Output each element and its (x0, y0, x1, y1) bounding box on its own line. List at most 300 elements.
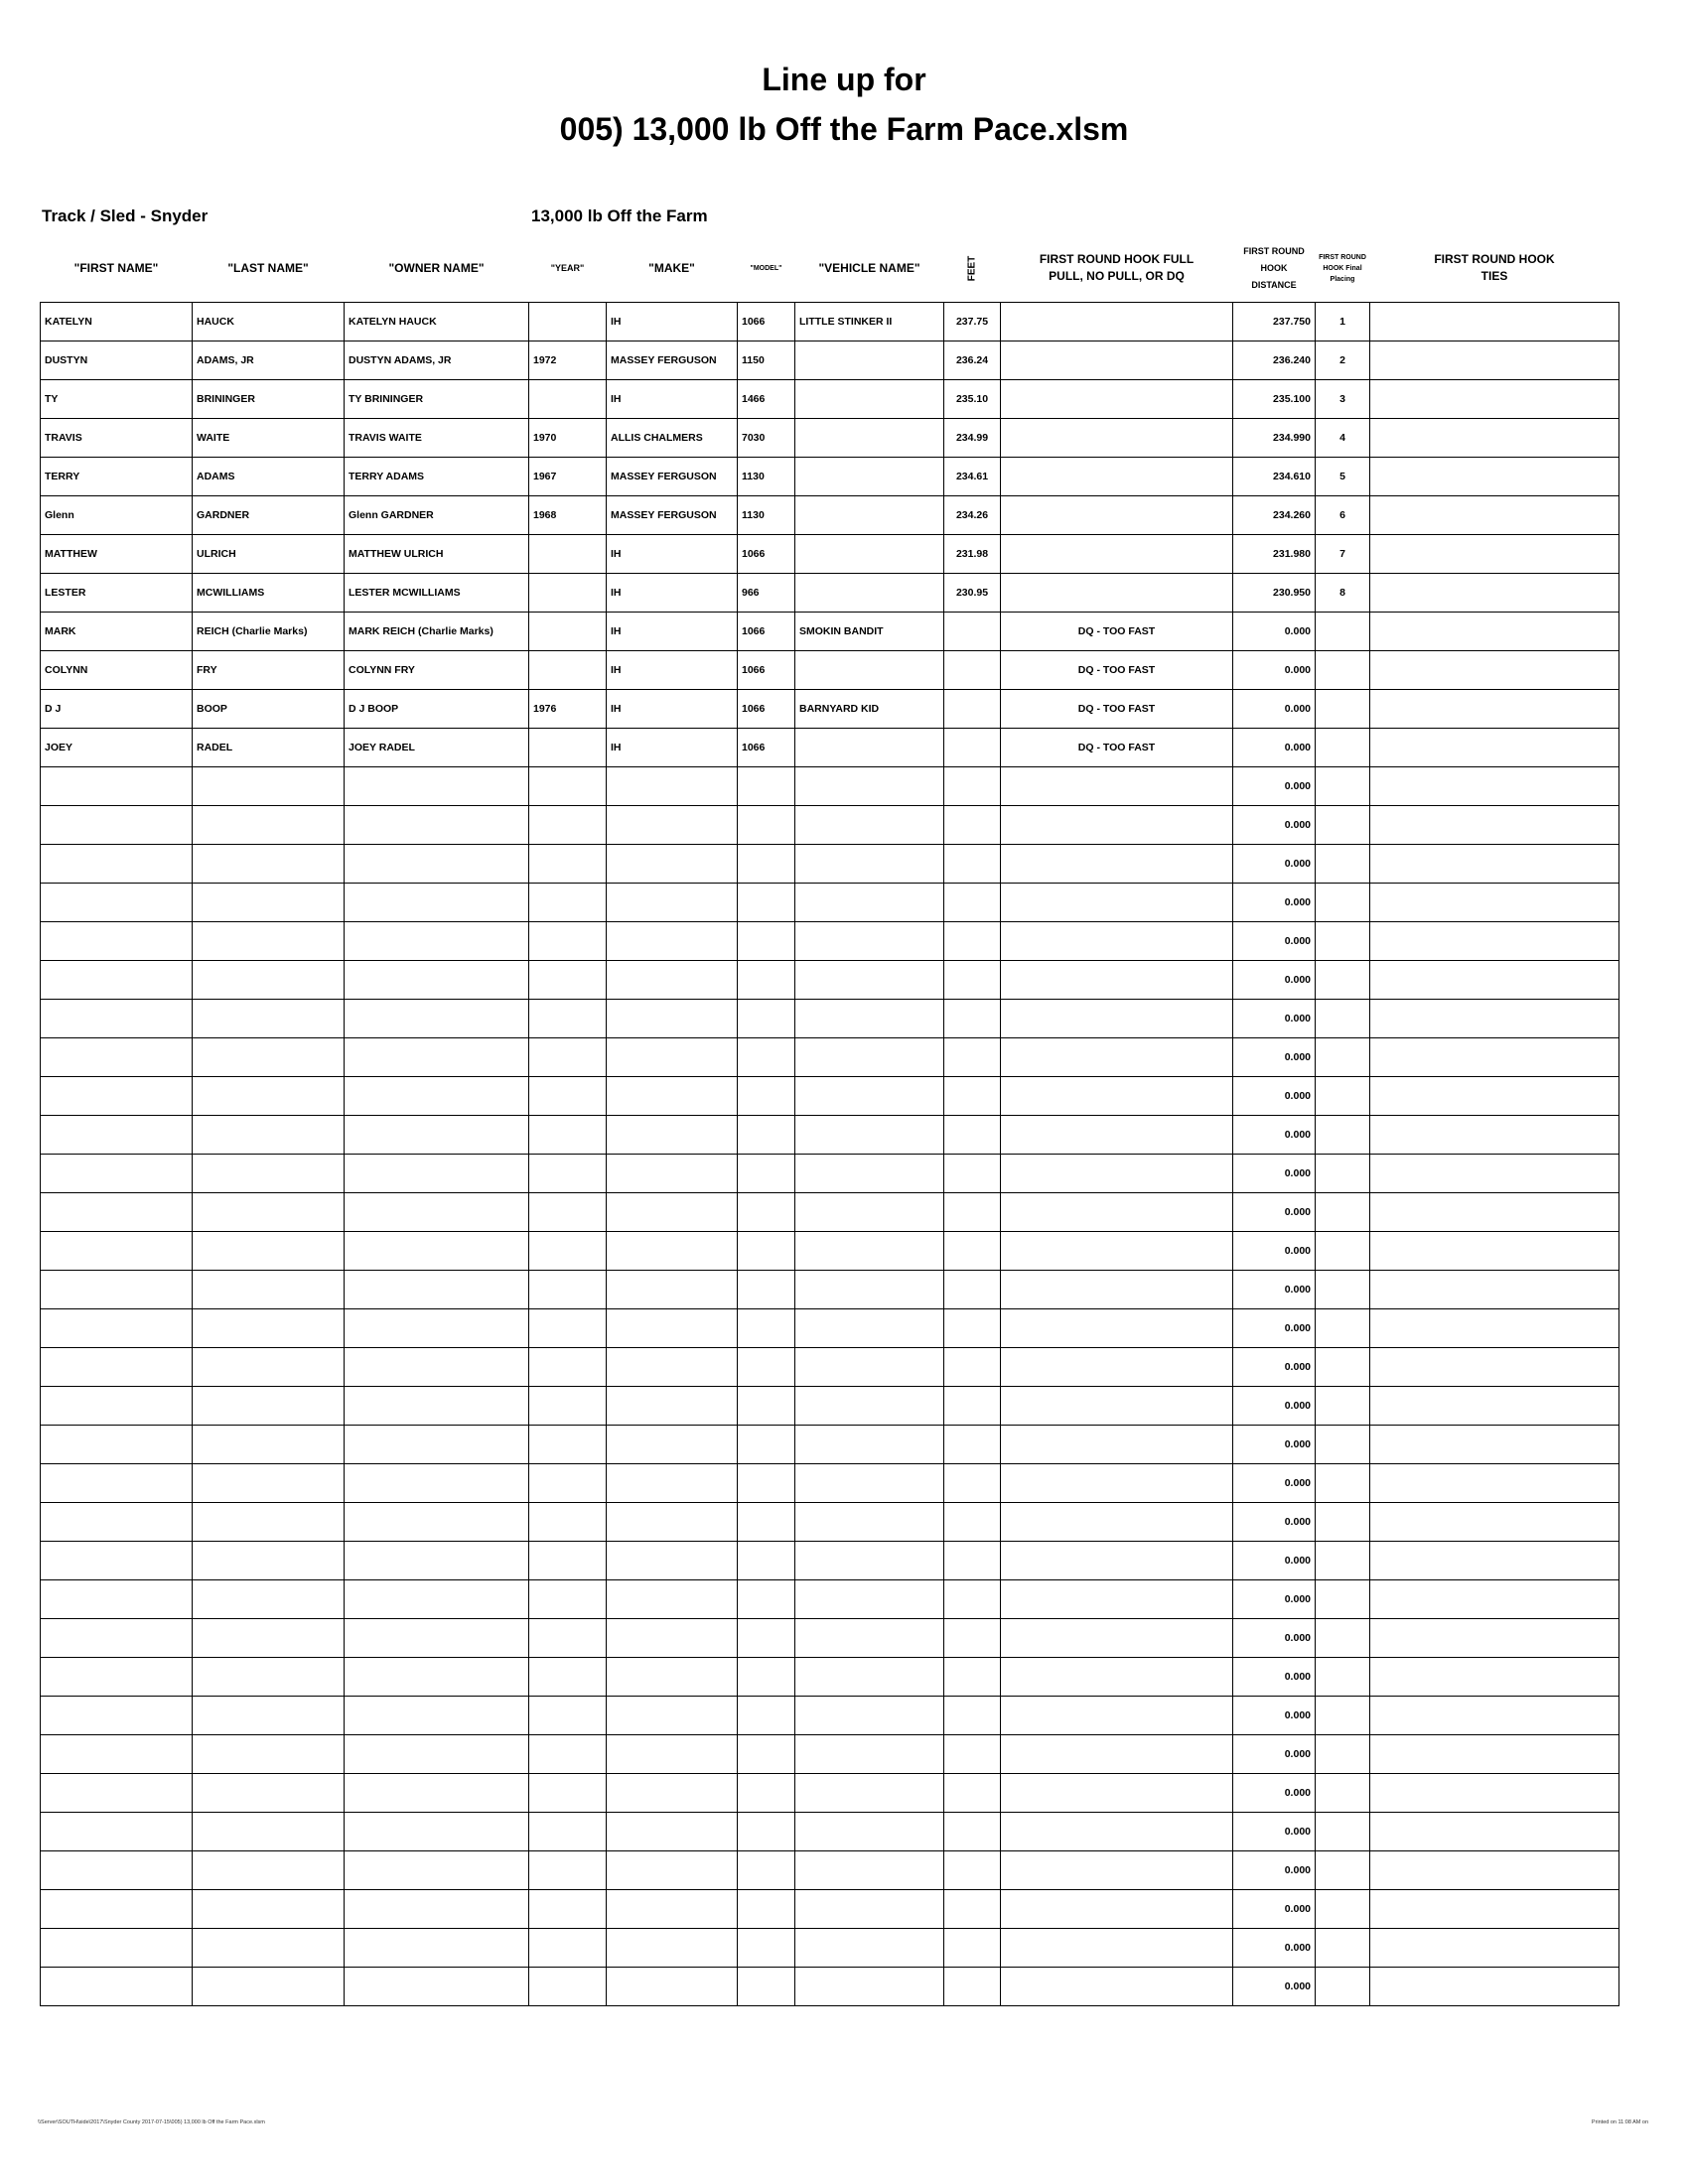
cell-last (193, 1929, 345, 1968)
cell-last (193, 1735, 345, 1774)
cell-status (1001, 419, 1233, 458)
cell-year (529, 845, 607, 884)
cell-vehicle (795, 961, 944, 1000)
cell-last (193, 922, 345, 961)
cell-status (1001, 767, 1233, 806)
cell-distance: 0.000 (1233, 1774, 1316, 1813)
cell-placing (1316, 1000, 1370, 1038)
cell-year (529, 1348, 607, 1387)
cell-feet (944, 651, 1001, 690)
cell-year (529, 884, 607, 922)
cell-owner (345, 1348, 529, 1387)
cell-first (41, 1580, 193, 1619)
cell-status (1001, 1851, 1233, 1890)
cell-feet (944, 1464, 1001, 1503)
cell-distance: 0.000 (1233, 1929, 1316, 1968)
cell-last (193, 1774, 345, 1813)
cell-ties (1370, 1968, 1619, 2006)
cell-ties (1370, 845, 1619, 884)
cell-year (529, 806, 607, 845)
cell-feet (944, 1271, 1001, 1309)
cell-placing (1316, 1464, 1370, 1503)
cell-placing (1316, 1116, 1370, 1155)
cell-owner: TERRY ADAMS (345, 458, 529, 496)
cell-status (1001, 1542, 1233, 1580)
cell-model (738, 884, 795, 922)
cell-ties (1370, 961, 1619, 1000)
cell-first (41, 1929, 193, 1968)
class-label: 13,000 lb Off the Farm (531, 206, 708, 225)
cell-vehicle (795, 1348, 944, 1387)
cell-first (41, 1232, 193, 1271)
cell-year (529, 1813, 607, 1851)
cell-owner: COLYNN FRY (345, 651, 529, 690)
cell-first: Glenn (41, 496, 193, 535)
cell-year: 1976 (529, 690, 607, 729)
table-row-empty (41, 767, 1619, 806)
cell-last (193, 1077, 345, 1116)
cell-last (193, 1271, 345, 1309)
cell-make (607, 1193, 738, 1232)
cell-owner (345, 1155, 529, 1193)
cell-last: BRININGER (193, 380, 345, 419)
cell-feet (944, 1077, 1001, 1116)
cell-distance: 0.000 (1233, 1309, 1316, 1348)
cell-vehicle (795, 729, 944, 767)
cell-placing (1316, 1735, 1370, 1774)
cell-model (738, 1580, 795, 1619)
cell-status (1001, 1000, 1233, 1038)
cell-placing (1316, 1348, 1370, 1387)
cell-placing (1316, 1271, 1370, 1309)
cell-owner (345, 1077, 529, 1116)
cell-last: ULRICH (193, 535, 345, 574)
cell-placing (1316, 1387, 1370, 1426)
cell-distance: 0.000 (1233, 1580, 1316, 1619)
cell-status (1001, 806, 1233, 845)
cell-first (41, 1813, 193, 1851)
cell-feet (944, 1580, 1001, 1619)
cell-last: HAUCK (193, 303, 345, 341)
cell-ties (1370, 1426, 1619, 1464)
cell-last: FRY (193, 651, 345, 690)
cell-placing (1316, 845, 1370, 884)
cell-vehicle (795, 1658, 944, 1697)
cell-feet: 237.75 (944, 303, 1001, 341)
cell-year (529, 1542, 607, 1580)
cell-placing (1316, 1232, 1370, 1271)
cell-distance: 0.000 (1233, 1658, 1316, 1697)
cell-year (529, 1968, 607, 2006)
cell-placing (1316, 1658, 1370, 1697)
cell-ties (1370, 574, 1619, 613)
cell-model (738, 1929, 795, 1968)
cell-ties (1370, 613, 1619, 651)
cell-first (41, 1774, 193, 1813)
cell-vehicle (795, 1309, 944, 1348)
table-row (41, 535, 1619, 574)
cell-year (529, 1038, 607, 1077)
cell-distance: 0.000 (1233, 1542, 1316, 1580)
cell-distance: 0.000 (1233, 1077, 1316, 1116)
cell-status (1001, 1774, 1233, 1813)
cell-model (738, 1232, 795, 1271)
cell-make (607, 1464, 738, 1503)
cell-ties (1370, 1619, 1619, 1658)
cell-ties (1370, 1813, 1619, 1851)
cell-first (41, 1387, 193, 1426)
cell-placing (1316, 1774, 1370, 1813)
cell-feet: 230.95 (944, 574, 1001, 613)
cell-year (529, 1851, 607, 1890)
cell-last (193, 1697, 345, 1735)
cell-model (738, 1000, 795, 1038)
cell-feet: 236.24 (944, 341, 1001, 380)
cell-year (529, 1580, 607, 1619)
cell-ties (1370, 1038, 1619, 1077)
cell-first (41, 1309, 193, 1348)
cell-model: 1066 (738, 303, 795, 341)
cell-owner: DUSTYN ADAMS, JR (345, 341, 529, 380)
cell-placing (1316, 1077, 1370, 1116)
cell-status (1001, 535, 1233, 574)
cell-vehicle (795, 1813, 944, 1851)
cell-vehicle (795, 1735, 944, 1774)
cell-placing (1316, 806, 1370, 845)
cell-ties (1370, 1309, 1619, 1348)
cell-last (193, 1193, 345, 1232)
cell-year (529, 1697, 607, 1735)
cell-last (193, 1813, 345, 1851)
cell-owner: TY BRININGER (345, 380, 529, 419)
cell-status (1001, 1697, 1233, 1735)
cell-placing (1316, 729, 1370, 767)
table-row-empty (41, 1697, 1619, 1735)
col-placing: FIRST ROUND HOOK Final Placing (1316, 234, 1370, 303)
cell-status (1001, 1387, 1233, 1426)
col-vehicle-name: "VEHICLE NAME" (795, 234, 944, 303)
cell-first (41, 922, 193, 961)
cell-last (193, 1155, 345, 1193)
cell-vehicle (795, 458, 944, 496)
cell-vehicle (795, 341, 944, 380)
cell-owner (345, 1503, 529, 1542)
cell-model (738, 1813, 795, 1851)
cell-distance: 236.240 (1233, 341, 1316, 380)
cell-make (607, 1503, 738, 1542)
cell-distance: 0.000 (1233, 1503, 1316, 1542)
table-row-empty (41, 1348, 1619, 1387)
cell-status (1001, 884, 1233, 922)
cell-feet (944, 1658, 1001, 1697)
cell-placing (1316, 922, 1370, 961)
cell-year: 1967 (529, 458, 607, 496)
cell-owner (345, 1658, 529, 1697)
cell-placing: 5 (1316, 458, 1370, 496)
cell-owner: MATTHEW ULRICH (345, 535, 529, 574)
cell-make (607, 1348, 738, 1387)
cell-last: BOOP (193, 690, 345, 729)
cell-last (193, 1232, 345, 1271)
cell-model: 966 (738, 574, 795, 613)
cell-distance: 0.000 (1233, 806, 1316, 845)
cell-make (607, 1619, 738, 1658)
cell-feet (944, 1619, 1001, 1658)
cell-ties (1370, 806, 1619, 845)
table-row-empty (41, 1658, 1619, 1697)
table-row-empty (41, 1193, 1619, 1232)
cell-distance: 0.000 (1233, 845, 1316, 884)
page-title-line1: Line up for (762, 62, 926, 97)
cell-owner (345, 1116, 529, 1155)
cell-placing (1316, 1038, 1370, 1077)
cell-model (738, 1890, 795, 1929)
cell-first (41, 1000, 193, 1038)
cell-feet (944, 690, 1001, 729)
cell-ties (1370, 380, 1619, 419)
table-row-empty (41, 1464, 1619, 1503)
cell-vehicle (795, 1697, 944, 1735)
cell-model (738, 1851, 795, 1890)
cell-distance: 0.000 (1233, 1155, 1316, 1193)
table-row-empty (41, 1929, 1619, 1968)
cell-ties (1370, 1348, 1619, 1387)
table-row-empty (41, 1426, 1619, 1464)
cell-distance: 237.750 (1233, 303, 1316, 341)
cell-last (193, 1890, 345, 1929)
cell-year (529, 1155, 607, 1193)
cell-first (41, 1271, 193, 1309)
cell-model (738, 1387, 795, 1426)
cell-distance: 0.000 (1233, 1271, 1316, 1309)
cell-make: IH (607, 574, 738, 613)
cell-distance: 0.000 (1233, 767, 1316, 806)
cell-last: WAITE (193, 419, 345, 458)
table-row-empty (41, 1851, 1619, 1890)
cell-last (193, 1464, 345, 1503)
cell-vehicle (795, 496, 944, 535)
cell-placing (1316, 1929, 1370, 1968)
cell-year (529, 1929, 607, 1968)
cell-distance: 0.000 (1233, 1348, 1316, 1387)
table-row-empty (41, 922, 1619, 961)
cell-feet (944, 961, 1001, 1000)
cell-first: COLYNN (41, 651, 193, 690)
cell-last: ADAMS (193, 458, 345, 496)
cell-last (193, 1348, 345, 1387)
cell-model (738, 1542, 795, 1580)
cell-feet (944, 1426, 1001, 1464)
cell-vehicle (795, 1426, 944, 1464)
cell-make: IH (607, 651, 738, 690)
cell-distance: 0.000 (1233, 922, 1316, 961)
cell-first (41, 961, 193, 1000)
cell-status (1001, 1813, 1233, 1851)
cell-last (193, 1580, 345, 1619)
cell-model (738, 1697, 795, 1735)
cell-owner (345, 845, 529, 884)
cell-vehicle (795, 1077, 944, 1116)
cell-ties (1370, 1464, 1619, 1503)
cell-ties (1370, 767, 1619, 806)
cell-make: IH (607, 303, 738, 341)
cell-owner: KATELYN HAUCK (345, 303, 529, 341)
track-label: Track / Sled - Snyder (42, 206, 209, 225)
table-row (41, 574, 1619, 613)
cell-vehicle (795, 1232, 944, 1271)
cell-first (41, 767, 193, 806)
cell-vehicle (795, 1851, 944, 1890)
cell-make (607, 767, 738, 806)
cell-distance: 0.000 (1233, 1968, 1316, 2006)
table-row-empty (41, 1387, 1619, 1426)
cell-status (1001, 1038, 1233, 1077)
cell-model (738, 1077, 795, 1116)
cell-status (1001, 1426, 1233, 1464)
cell-feet (944, 1232, 1001, 1271)
cell-vehicle (795, 767, 944, 806)
cell-feet (944, 1735, 1001, 1774)
cell-ties (1370, 1116, 1619, 1155)
page-title-line2: 005) 13,000 lb Off the Farm Pace.xlsm (559, 111, 1129, 147)
cell-model: 1066 (738, 690, 795, 729)
table-row (41, 729, 1619, 767)
cell-model (738, 1309, 795, 1348)
cell-last (193, 884, 345, 922)
cell-make (607, 1697, 738, 1735)
cell-vehicle (795, 1580, 944, 1619)
cell-placing (1316, 1309, 1370, 1348)
cell-last (193, 961, 345, 1000)
cell-distance: 0.000 (1233, 1464, 1316, 1503)
cell-model: 1066 (738, 651, 795, 690)
cell-year (529, 1619, 607, 1658)
cell-vehicle (795, 651, 944, 690)
cell-year (529, 613, 607, 651)
cell-first (41, 1348, 193, 1387)
cell-ties (1370, 1271, 1619, 1309)
table-row-empty (41, 1580, 1619, 1619)
cell-make: MASSEY FERGUSON (607, 458, 738, 496)
cell-make (607, 1774, 738, 1813)
cell-placing: 2 (1316, 341, 1370, 380)
cell-year (529, 1077, 607, 1116)
cell-distance: 234.260 (1233, 496, 1316, 535)
cell-year (529, 729, 607, 767)
cell-first: D J (41, 690, 193, 729)
cell-distance: 0.000 (1233, 1000, 1316, 1038)
cell-status (1001, 922, 1233, 961)
cell-model (738, 961, 795, 1000)
cell-last (193, 1503, 345, 1542)
col-year: "YEAR" (529, 234, 607, 303)
cell-status (1001, 303, 1233, 341)
cell-feet (944, 767, 1001, 806)
cell-last (193, 1426, 345, 1464)
cell-ties (1370, 690, 1619, 729)
cell-first (41, 1426, 193, 1464)
cell-feet: 235.10 (944, 380, 1001, 419)
table-row-empty (41, 1542, 1619, 1580)
table-row (41, 380, 1619, 419)
cell-status (1001, 1890, 1233, 1929)
cell-model (738, 1658, 795, 1697)
cell-year (529, 1232, 607, 1271)
cell-model (738, 1038, 795, 1077)
cell-feet (944, 922, 1001, 961)
cell-status (1001, 1735, 1233, 1774)
cell-year: 1968 (529, 496, 607, 535)
cell-make (607, 1968, 738, 2006)
cell-distance: 0.000 (1233, 1193, 1316, 1232)
cell-owner (345, 1387, 529, 1426)
cell-vehicle (795, 1193, 944, 1232)
cell-first (41, 1193, 193, 1232)
cell-make (607, 1271, 738, 1309)
cell-feet: 234.26 (944, 496, 1001, 535)
cell-make: IH (607, 613, 738, 651)
cell-first: TRAVIS (41, 419, 193, 458)
cell-ties (1370, 535, 1619, 574)
cell-ties (1370, 1503, 1619, 1542)
cell-model (738, 1348, 795, 1387)
cell-ties (1370, 1774, 1619, 1813)
cell-feet (944, 1813, 1001, 1851)
cell-model (738, 1464, 795, 1503)
cell-feet (944, 845, 1001, 884)
cell-model (738, 1155, 795, 1193)
cell-model: 1066 (738, 729, 795, 767)
cell-feet (944, 1348, 1001, 1387)
cell-distance: 0.000 (1233, 1387, 1316, 1426)
cell-last (193, 1619, 345, 1658)
cell-model (738, 845, 795, 884)
cell-first (41, 884, 193, 922)
cell-year (529, 1503, 607, 1542)
cell-year (529, 1271, 607, 1309)
cell-distance: 0.000 (1233, 729, 1316, 767)
cell-owner (345, 1038, 529, 1077)
cell-placing (1316, 1890, 1370, 1929)
table-row-empty (41, 1774, 1619, 1813)
footer-print-time: Printed on 11:08 AM on (1591, 2119, 1648, 2125)
cell-feet (944, 1542, 1001, 1580)
cell-owner (345, 1697, 529, 1735)
cell-feet (944, 1890, 1001, 1929)
cell-owner (345, 1309, 529, 1348)
table-row (41, 690, 1619, 729)
cell-placing: 8 (1316, 574, 1370, 613)
cell-distance: 0.000 (1233, 961, 1316, 1000)
cell-ties (1370, 419, 1619, 458)
cell-distance: 0.000 (1233, 1851, 1316, 1890)
cell-owner (345, 1619, 529, 1658)
cell-vehicle (795, 1542, 944, 1580)
table-row-empty (41, 1619, 1619, 1658)
cell-model (738, 1619, 795, 1658)
cell-vehicle (795, 1968, 944, 2006)
cell-vehicle (795, 419, 944, 458)
cell-placing: 1 (1316, 303, 1370, 341)
cell-placing (1316, 1503, 1370, 1542)
cell-vehicle (795, 845, 944, 884)
cell-vehicle (795, 1503, 944, 1542)
cell-year (529, 1116, 607, 1155)
cell-year (529, 1735, 607, 1774)
cell-status (1001, 1580, 1233, 1619)
table-row-empty (41, 1890, 1619, 1929)
cell-model: 1150 (738, 341, 795, 380)
